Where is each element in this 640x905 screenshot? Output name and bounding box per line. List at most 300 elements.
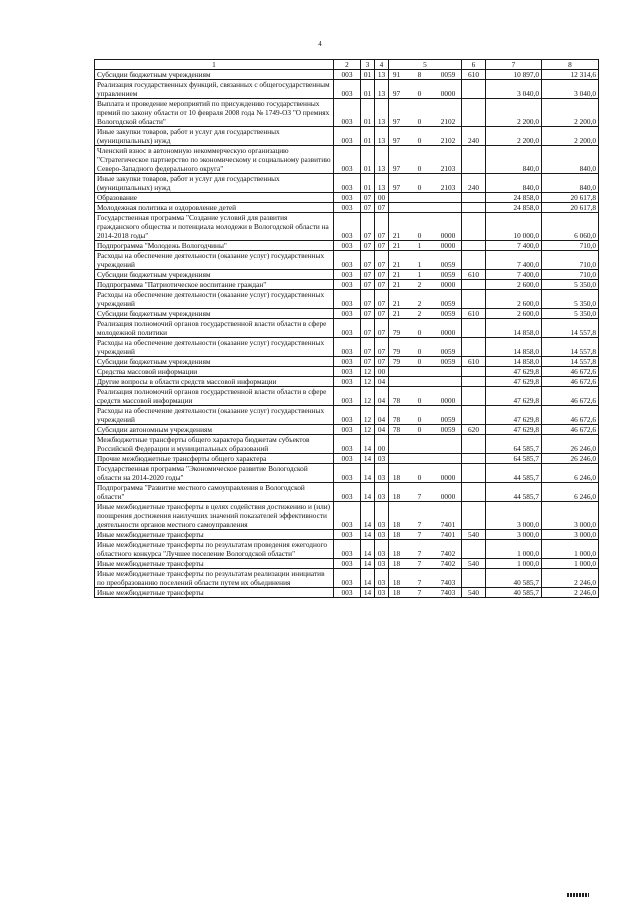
row-code-subsection: 07 [375, 290, 389, 309]
row-target-article [389, 280, 462, 290]
table-row [95, 270, 599, 280]
row-expense-type: 240 [462, 127, 486, 146]
row-name: Реализация полномочий органов государственной власти области в сфере средств массовой информации [95, 387, 334, 406]
row-subprogram-code: 1 [417, 241, 422, 250]
row-program-code: 21 [392, 309, 401, 318]
row-code-section: 14 [361, 454, 375, 464]
row-code-ministry: 003 [334, 357, 361, 367]
row-direction-code: 0000 [440, 89, 456, 98]
row-code-subsection: 03 [375, 569, 389, 588]
row-code-ministry: 003 [334, 530, 361, 540]
row-code-subsection: 00 [375, 193, 389, 203]
row-expense-type: 540 [462, 530, 486, 540]
row-code-subsection: 07 [375, 203, 389, 213]
row-amount-2: 5 350,0 [542, 280, 599, 290]
row-expense-type [462, 290, 486, 309]
row-expense-type [462, 377, 486, 387]
row-program-code: 97 [392, 164, 401, 173]
row-code-ministry: 003 [334, 70, 361, 80]
row-code-ministry: 003 [334, 387, 361, 406]
row-expense-type: 620 [462, 425, 486, 435]
row-code-section: 01 [361, 70, 375, 80]
row-expense-type [462, 540, 486, 559]
table-row [95, 464, 599, 483]
row-program-code: 18 [392, 473, 401, 482]
row-amount-1: 10 000,0 [486, 213, 542, 241]
row-code-subsection: 07 [375, 319, 389, 338]
row-code-ministry: 003 [334, 464, 361, 483]
row-subprogram-code: 0 [417, 415, 422, 424]
row-amount-1: 3 000,0 [486, 530, 542, 540]
row-name: Подпрограмма "Патриотическое воспитание граждан" [95, 280, 334, 290]
row-program-code: 18 [392, 530, 401, 539]
row-code-ministry: 003 [334, 338, 361, 357]
row-amount-1: 7 400,0 [486, 270, 542, 280]
row-code-ministry: 003 [334, 367, 361, 377]
row-direction-code: 0059 [440, 70, 456, 79]
table-row [95, 530, 599, 540]
row-amount-2: 840,0 [542, 174, 599, 193]
row-amount-2: 1 000,0 [542, 540, 599, 559]
row-direction-code: 7402 [440, 549, 456, 558]
row-subprogram-code: 7 [417, 588, 422, 597]
row-name: Иные межбюджетные трансферты по результатам проведения ежегодного областного конкурса "Лучшее поселение Вологодской области" [95, 540, 334, 559]
row-amount-1: 14 858,0 [486, 319, 542, 338]
row-target-article [389, 290, 462, 309]
row-target-article [389, 309, 462, 319]
row-code-section: 14 [361, 540, 375, 559]
row-name: Подпрограмма "Молодежь Вологодчины" [95, 241, 334, 251]
row-program-code: 78 [392, 415, 401, 424]
row-name: Реализация государственных функций, связанных с общегосударственным управлением [95, 80, 334, 99]
row-direction-code: 7403 [440, 578, 456, 587]
row-target-article [389, 213, 462, 241]
row-program-code: 97 [392, 183, 401, 192]
row-amount-2: 840,0 [542, 146, 599, 174]
row-target-article [389, 99, 462, 127]
row-direction-code: 2102 [440, 136, 456, 145]
row-code-subsection: 07 [375, 270, 389, 280]
row-expense-type [462, 387, 486, 406]
header-cell: 5 [389, 60, 462, 70]
row-amount-1: 24 858,0 [486, 203, 542, 213]
table-row [95, 588, 599, 598]
row-code-section: 07 [361, 280, 375, 290]
row-code-subsection: 03 [375, 502, 389, 530]
table-row [95, 569, 599, 588]
row-target-article [389, 127, 462, 146]
row-name: Расходы на обеспечение деятельности (оказание услуг) государственных учреждений [95, 251, 334, 270]
row-amount-2: 12 314,6 [542, 70, 599, 80]
row-code-section: 07 [361, 203, 375, 213]
row-direction-code: 7401 [440, 530, 456, 539]
row-code-ministry: 003 [334, 280, 361, 290]
row-code-ministry: 003 [334, 569, 361, 588]
row-amount-1: 14 858,0 [486, 338, 542, 357]
row-code-ministry: 003 [334, 406, 361, 425]
row-subprogram-code: 0 [417, 396, 422, 405]
row-program-code: 18 [392, 492, 401, 501]
row-name: Реализация полномочий органов государственной власти области в сфере молодежной политики [95, 319, 334, 338]
row-code-subsection: 03 [375, 454, 389, 464]
table-row [95, 483, 599, 502]
row-direction-code: 0000 [440, 473, 456, 482]
row-subprogram-code: 7 [417, 578, 422, 587]
row-amount-1: 47 629,8 [486, 367, 542, 377]
table-row [95, 377, 599, 387]
row-code-section: 07 [361, 213, 375, 241]
budget-table [94, 59, 599, 598]
row-amount-2: 20 617,8 [542, 193, 599, 203]
row-amount-2: 6 060,0 [542, 213, 599, 241]
row-direction-code: 7402 [440, 559, 456, 568]
table-row [95, 280, 599, 290]
table-row [95, 127, 599, 146]
row-code-section: 07 [361, 193, 375, 203]
table-row [95, 357, 599, 367]
row-code-subsection: 03 [375, 588, 389, 598]
row-program-code: 21 [392, 270, 401, 279]
header-cell: 8 [542, 60, 599, 70]
row-target-article [389, 357, 462, 367]
row-target-article [389, 483, 462, 502]
table-row [95, 454, 599, 464]
row-target-article [389, 80, 462, 99]
row-expense-type [462, 406, 486, 425]
row-code-subsection: 13 [375, 80, 389, 99]
row-amount-2: 6 246,0 [542, 483, 599, 502]
row-code-subsection: 07 [375, 357, 389, 367]
row-amount-1: 40 585,7 [486, 569, 542, 588]
table-row [95, 367, 599, 377]
row-code-subsection: 04 [375, 387, 389, 406]
row-code-ministry: 003 [334, 319, 361, 338]
row-amount-1: 47 629,8 [486, 377, 542, 387]
row-subprogram-code: 0 [417, 347, 422, 356]
row-direction-code: 2103 [440, 183, 456, 192]
row-code-ministry: 003 [334, 127, 361, 146]
row-target-article [389, 70, 462, 80]
row-expense-type [462, 280, 486, 290]
header-cell: 6 [462, 60, 486, 70]
row-amount-2: 26 246,0 [542, 454, 599, 464]
row-code-section: 07 [361, 338, 375, 357]
row-amount-1: 24 858,0 [486, 193, 542, 203]
row-direction-code: 2103 [440, 164, 456, 173]
row-target-article [389, 377, 462, 387]
row-subprogram-code: 0 [417, 117, 422, 126]
row-code-section: 07 [361, 357, 375, 367]
table-row [95, 406, 599, 425]
row-program-code: 78 [392, 396, 401, 405]
row-direction-code: 2102 [440, 117, 456, 126]
row-direction-code: 0059 [440, 270, 456, 279]
row-target-article [389, 540, 462, 559]
row-direction-code: 0000 [440, 241, 456, 250]
row-code-subsection: 13 [375, 99, 389, 127]
row-amount-1: 10 897,0 [486, 70, 542, 80]
row-subprogram-code: 7 [417, 530, 422, 539]
row-name: Расходы на обеспечение деятельности (оказание услуг) государственных учреждений [95, 338, 334, 357]
row-expense-type [462, 454, 486, 464]
table-row [95, 435, 599, 454]
row-code-subsection: 13 [375, 146, 389, 174]
row-name: Межбюджетные трансферты общего характера бюджетам субъектов Российской Федерации и муниципальных образований [95, 435, 334, 454]
row-expense-type [462, 80, 486, 99]
row-code-section: 12 [361, 406, 375, 425]
row-code-section: 01 [361, 80, 375, 99]
row-name: Субсидии бюджетным учреждениям [95, 357, 334, 367]
row-name: Субсидии бюджетным учреждениям [95, 270, 334, 280]
row-amount-2: 710,0 [542, 241, 599, 251]
row-code-subsection: 03 [375, 540, 389, 559]
row-direction-code: 0059 [440, 347, 456, 356]
row-expense-type [462, 319, 486, 338]
row-name: Субсидии автономным учреждениям [95, 425, 334, 435]
table-row [95, 213, 599, 241]
row-code-ministry: 003 [334, 213, 361, 241]
row-name: Другие вопросы в области средств массовой информации [95, 377, 334, 387]
row-target-article [389, 193, 462, 203]
header-cell: 7 [486, 60, 542, 70]
row-subprogram-code: 7 [417, 520, 422, 529]
row-name: Субсидии бюджетным учреждениям [95, 309, 334, 319]
row-direction-code: 7403 [440, 588, 456, 597]
row-code-section: 01 [361, 99, 375, 127]
row-code-ministry: 003 [334, 435, 361, 454]
table-row [95, 193, 599, 203]
row-code-subsection: 07 [375, 280, 389, 290]
row-name: Иные закупки товаров, работ и услуг для государственных (муниципальных) нужд [95, 174, 334, 193]
table-row [95, 99, 599, 127]
row-direction-code: 0000 [440, 231, 456, 240]
row-code-section: 07 [361, 290, 375, 309]
row-program-code: 79 [392, 328, 401, 337]
row-amount-2: 46 672,6 [542, 425, 599, 435]
row-expense-type: 240 [462, 174, 486, 193]
table-row [95, 290, 599, 309]
row-code-section: 14 [361, 530, 375, 540]
row-subprogram-code: 2 [417, 280, 422, 289]
row-code-subsection: 07 [375, 251, 389, 270]
row-expense-type [462, 241, 486, 251]
row-code-subsection: 07 [375, 338, 389, 357]
row-code-ministry: 003 [334, 454, 361, 464]
row-code-ministry: 003 [334, 146, 361, 174]
row-code-ministry: 003 [334, 193, 361, 203]
row-target-article [389, 406, 462, 425]
row-expense-type [462, 367, 486, 377]
row-name: Субсидии бюджетным учреждениям [95, 70, 334, 80]
row-code-subsection: 13 [375, 174, 389, 193]
row-amount-1: 64 585,7 [486, 435, 542, 454]
row-name: Выплата и проведение мероприятий по присуждению государственных премий по закону области от 10 февраля 2008 года № 1749-ОЗ "О премиях Вологодской области" [95, 99, 334, 127]
row-program-code: 21 [392, 280, 401, 289]
row-target-article [389, 569, 462, 588]
row-expense-type [462, 251, 486, 270]
row-amount-1: 1 000,0 [486, 540, 542, 559]
row-name: Молодежная политика и оздоровление детей [95, 203, 334, 213]
row-subprogram-code: 0 [417, 89, 422, 98]
row-amount-2: 2 200,0 [542, 127, 599, 146]
row-expense-type [462, 213, 486, 241]
row-program-code: 21 [392, 241, 401, 250]
row-amount-2: 3 040,0 [542, 80, 599, 99]
row-amount-2: 710,0 [542, 251, 599, 270]
row-name: Членский взнос в автономную некоммерческую организацию "Стратегическое партнерство по экономическому и социальному развитию Северо-Западного федерального округа" [95, 146, 334, 174]
row-direction-code: 0059 [440, 357, 456, 366]
row-amount-1: 2 200,0 [486, 127, 542, 146]
row-program-code: 18 [392, 578, 401, 587]
row-subprogram-code: 2 [417, 309, 422, 318]
row-subprogram-code: 1 [417, 260, 422, 269]
row-amount-1: 64 585,7 [486, 454, 542, 464]
row-name: Иные межбюджетные трансферты в целях содействия достижению и (или) поощрения достижения наилучших значений показателей эффективности деятельности органов местного самоуправления [95, 502, 334, 530]
row-amount-1: 3 000,0 [486, 502, 542, 530]
row-code-section: 01 [361, 146, 375, 174]
header-cell: 1 [95, 60, 334, 70]
row-expense-type [462, 203, 486, 213]
row-program-code: 18 [392, 559, 401, 568]
row-code-subsection: 03 [375, 464, 389, 483]
row-amount-1: 14 858,0 [486, 357, 542, 367]
row-code-section: 12 [361, 425, 375, 435]
row-expense-type [462, 99, 486, 127]
row-subprogram-code: 7 [417, 559, 422, 568]
row-program-code: 97 [392, 136, 401, 145]
row-subprogram-code: 0 [417, 136, 422, 145]
row-amount-1: 3 040,0 [486, 80, 542, 99]
row-code-subsection: 13 [375, 127, 389, 146]
row-program-code: 18 [392, 549, 401, 558]
row-amount-2: 5 350,0 [542, 290, 599, 309]
row-target-article [389, 387, 462, 406]
row-program-code: 21 [392, 260, 401, 269]
row-code-subsection: 07 [375, 213, 389, 241]
row-program-code: 79 [392, 347, 401, 356]
row-target-article [389, 338, 462, 357]
row-name: Образование [95, 193, 334, 203]
row-program-code: 78 [392, 425, 401, 434]
table-row [95, 146, 599, 174]
row-target-article [389, 454, 462, 464]
row-amount-2: 46 672,6 [542, 406, 599, 425]
row-program-code: 21 [392, 299, 401, 308]
row-amount-2: 1 000,0 [542, 559, 599, 569]
row-direction-code: 0059 [440, 309, 456, 318]
row-code-subsection: 00 [375, 435, 389, 454]
row-subprogram-code: 0 [417, 183, 422, 192]
row-code-section: 14 [361, 569, 375, 588]
row-amount-1: 47 629,8 [486, 387, 542, 406]
table-row [95, 251, 599, 270]
row-subprogram-code: 2 [417, 299, 422, 308]
row-subprogram-code: 1 [417, 270, 422, 279]
row-direction-code: 7401 [440, 520, 456, 529]
table-row [95, 425, 599, 435]
row-code-section: 14 [361, 464, 375, 483]
table-row [95, 203, 599, 213]
row-amount-2: 3 000,0 [542, 502, 599, 530]
row-name: Иные закупки товаров, работ и услуг для государственных (муниципальных) нужд [95, 127, 334, 146]
row-expense-type [462, 193, 486, 203]
row-direction-code: 0059 [440, 415, 456, 424]
row-subprogram-code: 7 [417, 549, 422, 558]
table-row [95, 338, 599, 357]
row-expense-type: 540 [462, 588, 486, 598]
row-target-article [389, 270, 462, 280]
row-expense-type: 610 [462, 309, 486, 319]
row-code-section: 14 [361, 502, 375, 530]
row-amount-2: 46 672,6 [542, 377, 599, 387]
row-code-ministry: 003 [334, 203, 361, 213]
row-amount-2: 46 672,6 [542, 387, 599, 406]
row-direction-code: 0000 [440, 492, 456, 501]
row-target-article [389, 367, 462, 377]
row-name: Средства массовой информации [95, 367, 334, 377]
row-subprogram-code: 7 [417, 492, 422, 501]
row-target-article [389, 425, 462, 435]
row-expense-type [462, 338, 486, 357]
table-row [95, 540, 599, 559]
row-amount-1: 44 585,7 [486, 483, 542, 502]
row-code-section: 07 [361, 270, 375, 280]
row-code-ministry: 003 [334, 80, 361, 99]
row-name: Государственная программа "Создание условий для развития гражданского общества и потенциала молодежи в Вологодской области на 2014-2018 годы" [95, 213, 334, 241]
row-program-code: 97 [392, 117, 401, 126]
row-code-ministry: 003 [334, 540, 361, 559]
row-amount-1: 47 629,8 [486, 425, 542, 435]
row-code-ministry: 003 [334, 559, 361, 569]
row-target-article [389, 146, 462, 174]
row-code-subsection: 03 [375, 559, 389, 569]
row-expense-type: 610 [462, 70, 486, 80]
row-code-section: 01 [361, 127, 375, 146]
row-code-ministry: 003 [334, 483, 361, 502]
row-target-article [389, 559, 462, 569]
row-amount-1: 1 000,0 [486, 559, 542, 569]
row-amount-2: 20 617,8 [542, 203, 599, 213]
row-name: Прочие межбюджетные трансферты общего характера [95, 454, 334, 464]
row-amount-1: 40 585,7 [486, 588, 542, 598]
row-code-subsection: 03 [375, 530, 389, 540]
row-expense-type: 540 [462, 559, 486, 569]
row-name: Иные межбюджетные трансферты [95, 559, 334, 569]
row-amount-1: 2 600,0 [486, 309, 542, 319]
row-direction-code: 0059 [440, 260, 456, 269]
row-code-section: 14 [361, 435, 375, 454]
row-code-subsection: 07 [375, 309, 389, 319]
table-row [95, 241, 599, 251]
row-code-section: 14 [361, 559, 375, 569]
row-target-article [389, 251, 462, 270]
row-code-section: 14 [361, 588, 375, 598]
row-name: Расходы на обеспечение деятельности (оказание услуг) государственных учреждений [95, 406, 334, 425]
row-expense-type [462, 569, 486, 588]
row-code-subsection: 03 [375, 483, 389, 502]
row-name: Иные межбюджетные трансферты по результатам реализации инициатив по преобразованию поселений области путем их объединения [95, 569, 334, 588]
row-target-article [389, 464, 462, 483]
row-code-subsection: 04 [375, 425, 389, 435]
row-code-ministry: 003 [334, 425, 361, 435]
row-direction-code: 0000 [440, 396, 456, 405]
row-code-subsection: 07 [375, 241, 389, 251]
row-target-article [389, 588, 462, 598]
row-code-ministry: 003 [334, 502, 361, 530]
table-row [95, 319, 599, 338]
row-expense-type [462, 464, 486, 483]
row-program-code: 97 [392, 89, 401, 98]
